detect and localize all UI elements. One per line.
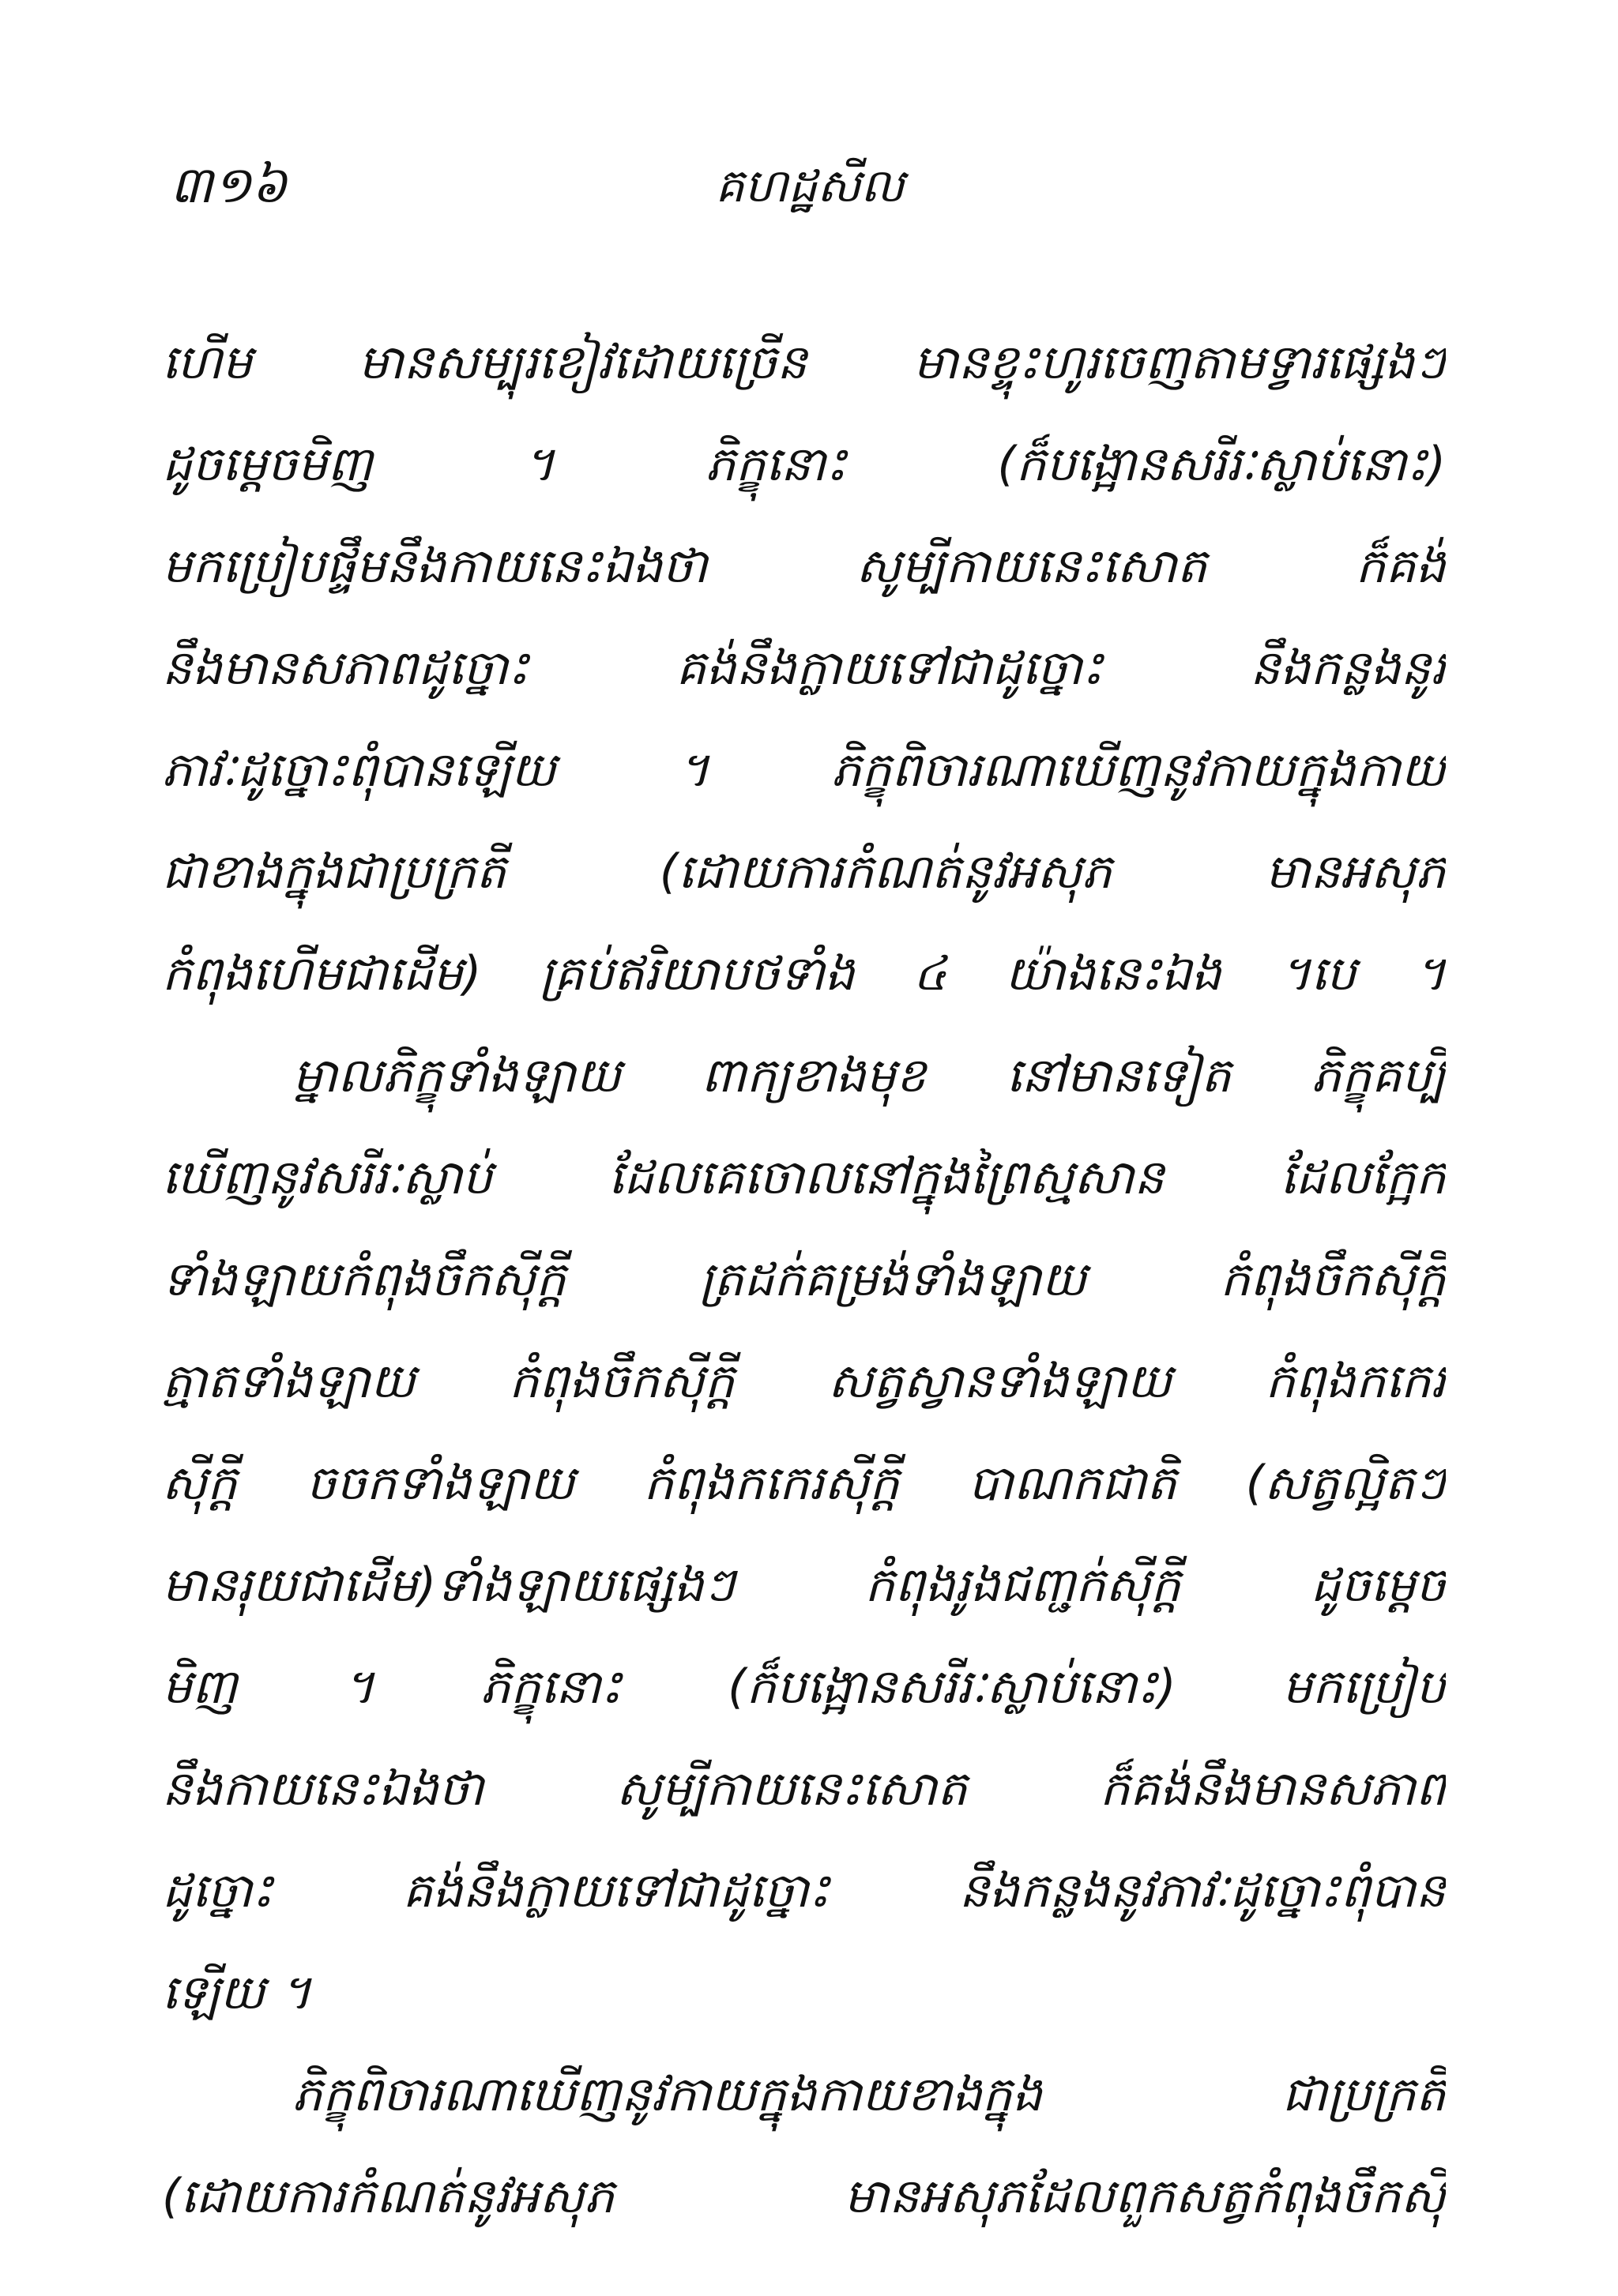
text-line: ឡើយ ។ bbox=[162, 1965, 311, 2020]
paragraph-first-line: ភិក្ខុពិចារណាឃើញនូវកាយក្នុងកាយខាងក្នុង ជាប្រក្រតី bbox=[292, 2067, 1446, 2122]
text-line: នឹងកាយនេះឯងថា សូម្បីកាយនេះសោត ក៏គង់នឹងមានសភាព bbox=[162, 1761, 1446, 1817]
text-line: ដូច្នោះ គង់នឹងក្លាយទៅជាដូច្នោះ នឹងកន្លងនូវភាវៈដូច្នោះពុំបាន bbox=[162, 1863, 1446, 1918]
text-line: ត្មាតទាំងឡាយ កំពុងចឹកស៊ីក្ដី សត្វស្វានទាំងឡាយ កំពុងកកេរ bbox=[162, 1354, 1446, 1409]
text-line: ដូចម្ដេចមិញ ។ ភិក្ខុនោះ (ក៏បង្អោនសរីរៈស្លាប់នោះ) bbox=[162, 437, 1446, 492]
text-line: ស៊ីក្ដី ចចកទាំងឡាយ កំពុងកកេរស៊ីក្ដី បាណកជាតិ (សត្វល្អិតៗ bbox=[162, 1456, 1446, 1511]
text-line: ទាំងឡាយកំពុងចឹកស៊ីក្ដី ត្រដក់គម្រង់ទាំងឡាយ កំពុងចឹកស៊ីក្ដី bbox=[162, 1252, 1446, 1307]
paragraph-first-line: ម្នាលភិក្ខុទាំងឡាយ ពាក្យខាងមុខ នៅមានទៀត ភិក្ខុគប្បី bbox=[292, 1048, 1446, 1103]
running-title: គហដ្ឋសីល bbox=[715, 159, 905, 212]
text-line: មកប្រៀបផ្ទឹមនឹងកាយនេះឯងថា សូម្បីកាយនេះសោត ក៏គង់ bbox=[162, 539, 1446, 594]
page-number: ៣១៦ bbox=[170, 156, 288, 215]
text-line: កំពុងហើមជាដើម) គ្រប់ឥរិយាបថទាំង ៤ យ៉ាងនេះឯង ។បេ ។ bbox=[162, 946, 1446, 1001]
text-line: ឃើញនូវសរីរៈស្លាប់ ដែលគេចោលនៅក្នុងព្រៃស្មសាន ដែលក្អែក bbox=[162, 1150, 1446, 1205]
text-line: ភាវៈដូច្នោះពុំបានឡើយ ។ ភិក្ខុពិចារណាឃើញនូវកាយក្នុងកាយ bbox=[162, 742, 1446, 798]
text-line: មិញ ។ ភិក្ខុនោះ (ក៏បង្អោនសរីរៈស្លាប់នោះ) មកប្រៀប bbox=[162, 1659, 1446, 1715]
text-line: មានរុយជាដើម)ទាំងឡាយផ្សេងៗ កំពុងរូងជញ្ជក់ស៊ីក្ដី ដូចម្ដេច bbox=[162, 1558, 1446, 1613]
text-line: (ដោយការកំណត់នូវអសុភ មានអសុភដែលពួកសត្វកំពុងចឹកស៊ី bbox=[162, 2169, 1446, 2224]
body-text bbox=[162, 312, 1446, 2248]
running-head bbox=[170, 150, 1450, 221]
text-line: ហើម មានសម្បុរខៀវដោយច្រើន មានខ្ទុះហូរចេញតាមទ្វារផ្សេងៗ bbox=[162, 335, 1446, 390]
text-line: ជាខាងក្នុងជាប្រក្រតី (ដោយការកំណត់នូវអសុភ មានអសុភ bbox=[162, 844, 1446, 900]
text-line: នឹងមានសភាពដូច្នោះ គង់នឹងក្លាយទៅជាដូច្នោះ នឹងកន្លងនូវ bbox=[162, 641, 1446, 696]
